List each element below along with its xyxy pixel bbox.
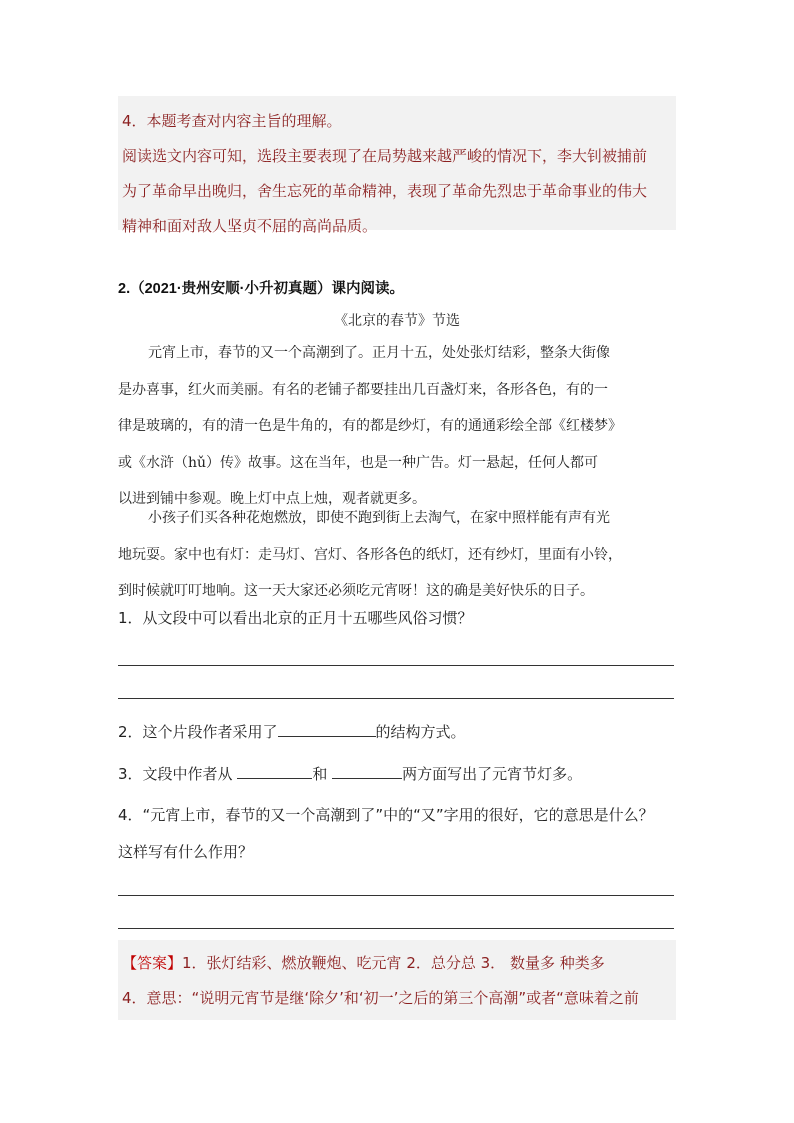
passage-line: 小孩子们买各种花炮燃放，即使不跑到街上去淘气，在家中照样能有声有光 [148, 510, 610, 526]
answer-line-2: 4．意思：“说明元宵节是继‘除夕’和‘初一’之后的第三个高潮”或者“意味着之前 [122, 989, 639, 1007]
answer-line[interactable] [118, 665, 674, 666]
fill-blank[interactable] [278, 722, 376, 737]
answer-line[interactable] [118, 895, 674, 896]
sub-question-3-text-b: 和 [312, 765, 333, 783]
prev-answer-line: 精神和面对敌人坚贞不屈的高尚品质。 [122, 217, 378, 235]
sub-question-2-text-a: 2．这个片段作者采用了 [118, 723, 278, 741]
prev-answer-line: 4．本题考查对内容主旨的理解。 [122, 112, 342, 130]
passage-line: 到时候就叮叮地响。这一天大家还必须吃元宵呀！这的确是美好快乐的日子。 [118, 583, 594, 599]
sub-question-2 [118, 721, 466, 742]
answer-label: 【答案】 [122, 954, 183, 972]
answer-text: 1．张灯结彩、燃放鞭炮、吃元宵 2．总分总 3． 数量多 种类多 [182, 954, 605, 972]
passage-paragraph-2 [118, 500, 676, 610]
answer-line[interactable] [118, 698, 674, 699]
passage-title: 《北京的春节》节选 [334, 313, 460, 329]
prev-answer-line: 阅读选文内容可知，选段主要表现了在局势越来越严峻的情况下，李大钊被捕前 [122, 147, 648, 165]
answer-line[interactable] [118, 928, 674, 929]
sub-question-4-line-1: 4．“元宵上市，春节的又一个高潮到了”中的“又”字用的很好，它的意思是什么？ [118, 806, 654, 824]
sub-question-4-line-2: 这样写有什么作用？ [118, 843, 254, 861]
answer-line-1 [122, 946, 672, 981]
passage-line: 元宵上市，春节的又一个高潮到了。正月十五，处处张灯结彩，整条大街像 [148, 345, 610, 361]
passage-line: 律是玻璃的，有的清一色是牛角的，有的都是纱灯，有的通通彩绘全部《红楼梦》 [118, 418, 622, 434]
passage-line: 地玩耍。家中也有灯：走马灯、宫灯、各形各色的纸灯，还有纱灯，里面有小铃， [118, 546, 622, 563]
passage-line: 以进到铺中参观。晚上灯中点上烛，观者就更多。 [118, 491, 426, 507]
passage-line: 或《水浒（hǔ）传》故事。这在当年，也是一种广告。灯一悬起，任何人都可 [118, 454, 599, 471]
answer-box [118, 940, 676, 1020]
sub-question-3-text-c: 两方面写出了元宵节灯多。 [402, 765, 583, 783]
fill-blank[interactable] [237, 764, 312, 779]
previous-answer-box [118, 96, 676, 235]
sub-question-1: 1．从文段中可以看出北京的正月十五哪些风俗习惯？ [118, 609, 473, 627]
sub-question-2-text-b: 的结构方式。 [375, 723, 466, 741]
question-heading: 2.（2021·贵州安顺·小升初真题）课内阅读。 [118, 281, 405, 297]
sub-question-3 [118, 763, 582, 784]
passage-paragraph-1 [118, 335, 676, 518]
passage-line: 是办喜事，红火而美丽。有名的老铺子都要挂出几百盏灯来，各形各色，有的一 [118, 381, 608, 398]
prev-answer-line: 为了革命早出晚归，舍生忘死的革命精神，表现了革命先烈忠于革命事业的伟大 [122, 182, 648, 200]
sub-question-3-text-a: 3．文段中作者从 [118, 765, 238, 783]
fill-blank[interactable] [332, 764, 402, 779]
